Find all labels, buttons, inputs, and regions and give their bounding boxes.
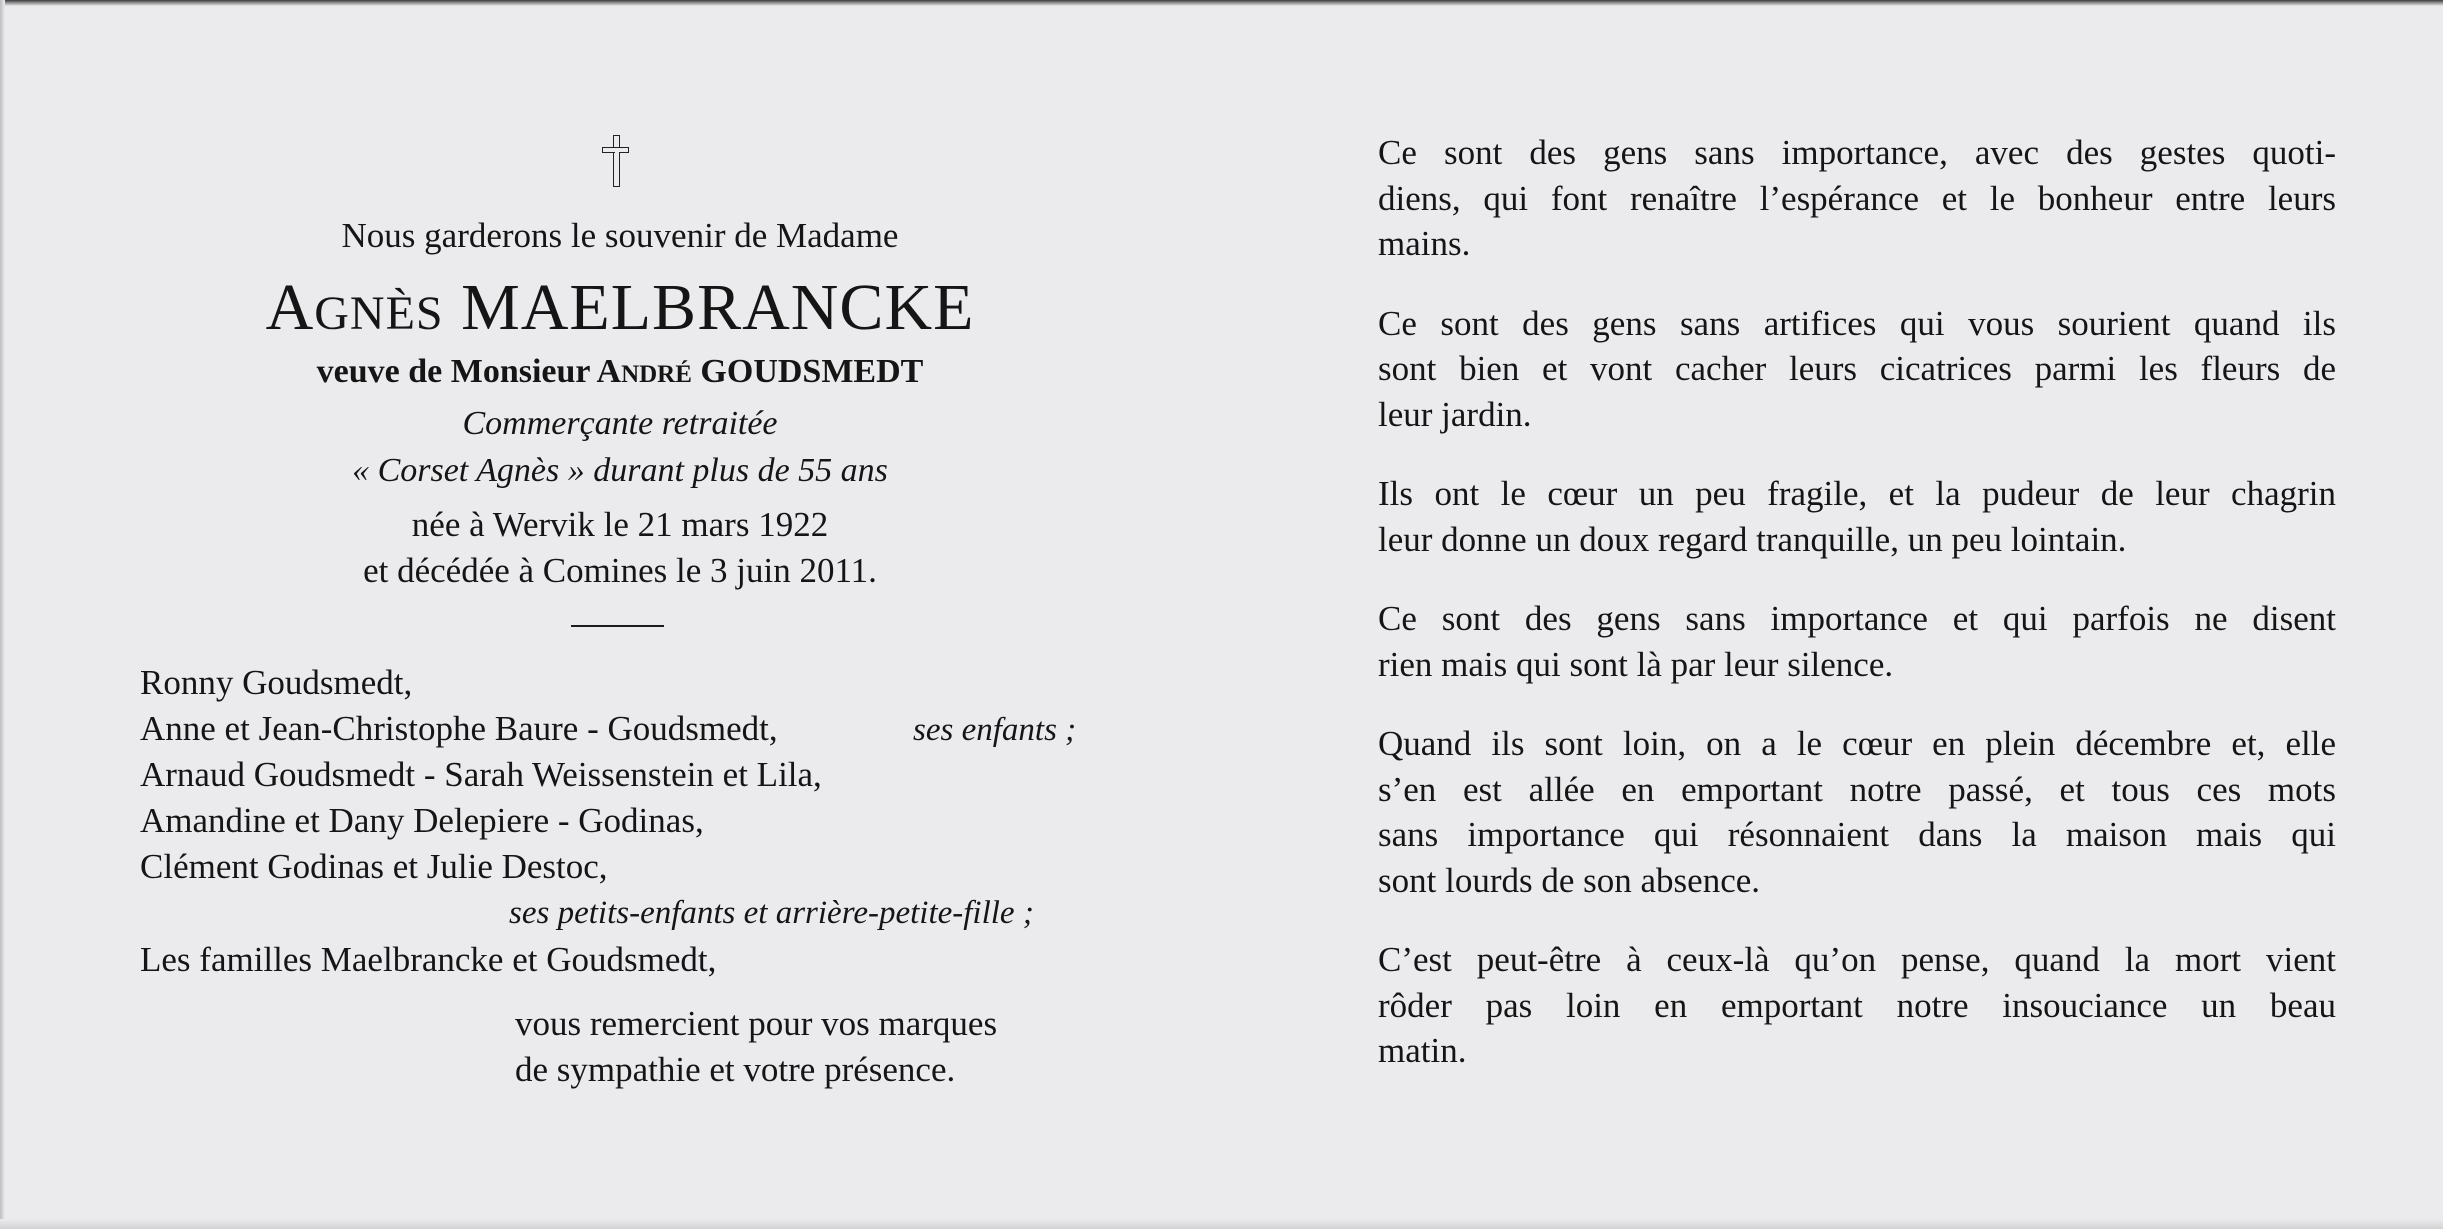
poem-line: rôder pas loin en emportant notre insouciance un beau xyxy=(1378,985,2336,1025)
divider xyxy=(571,625,664,627)
poem-line: leur donne un doux regard tranquille, un peu lointain. xyxy=(1378,519,2127,559)
poem-stanza xyxy=(1378,937,2336,1074)
poem-line: Ce sont des gens sans importance et qui parfois ne disent xyxy=(1378,599,2336,638)
poem-line: s’en est allée en emportant notre passé, et tous ces mots xyxy=(1378,769,2336,809)
card-bottom-edge xyxy=(0,1219,2443,1229)
poem-line: matin. xyxy=(1378,1031,1467,1070)
poem-line: sont lourds de son absence. xyxy=(1378,860,1761,900)
family-member: Ronny Goudsmedt, xyxy=(140,663,413,702)
poem-line: rien mais qui sont là par leur silence. xyxy=(1378,644,1894,684)
thanks-line-1: vous remercient pour vos marques xyxy=(515,1004,998,1043)
families-line: Les familles Maelbrancke et Goudsmedt, xyxy=(140,940,717,979)
poem-line: Ils ont le cœur un peu fragile, et la pudeur de leur chagrin xyxy=(1378,474,2336,513)
cross-icon xyxy=(601,133,631,189)
poem-stanza xyxy=(1378,130,2336,267)
occupation: Commerçante retraitée xyxy=(462,405,778,442)
poem-line: Ce sont des gens sans artifices qui vous sourient quand ils xyxy=(1378,303,2336,343)
family-member: Arnaud Goudsmedt - Sarah Weissenstein et Lila, xyxy=(140,755,822,794)
poem-line: sans importance qui résonnaient dans la maison mais qui xyxy=(1378,815,2336,854)
thanks-line-2: de sympathie et votre présence. xyxy=(515,1050,956,1089)
card-top-edge xyxy=(0,0,2443,6)
poem xyxy=(1378,130,2336,1108)
poem-line: sont bien et vont cacher leurs cicatrices parmi les fleurs de xyxy=(1378,349,2336,388)
family-member: Anne et Jean-Christophe Baure - Goudsmedt, xyxy=(140,709,778,748)
family-member: Amandine et Dany Delepiere - Godinas, xyxy=(140,801,704,840)
poem-line: mains. xyxy=(1378,224,1471,263)
widow-of-line: veuve de Monsieur ANDRÉ GOUDSMEDT xyxy=(316,353,924,390)
birth-line: née à Wervik le 21 mars 1922 xyxy=(411,505,829,544)
poem-line: leur jardin. xyxy=(1378,394,1532,434)
death-line: et décédée à Comines le 3 juin 2011. xyxy=(363,551,877,590)
intro-text: Nous garderons le souvenir de Madame xyxy=(341,216,899,255)
poem-line: Quand ils sont loin, on a le cœur en plein décembre et, elle xyxy=(1378,724,2336,763)
shop-line: « Corset Agnès » durant plus de 55 ans xyxy=(352,452,888,489)
poem-stanza xyxy=(1378,471,2336,562)
family-member: Clément Godinas et Julie Destoc, xyxy=(140,847,608,886)
poem-stanza xyxy=(1378,721,2336,903)
poem-line: C’est peut-être à ceux-là qu’on pense, quand la mort vient xyxy=(1378,940,2336,979)
poem-line: Ce sont des gens sans importance, avec des gestes quoti- xyxy=(1378,133,2336,172)
card-left-edge xyxy=(0,0,5,1229)
grandchildren-label: ses petits-enfants et arrière-petite-fille ; xyxy=(509,895,1034,931)
poem-line: diens, qui font renaître l’espérance et le bonheur entre leurs xyxy=(1378,178,2336,218)
poem-stanza xyxy=(1378,596,2336,687)
poem-stanza xyxy=(1378,301,2336,438)
deceased-name: AGNÈS MAELBRANCKE xyxy=(265,271,975,344)
children-label: ses enfants ; xyxy=(913,712,1077,748)
